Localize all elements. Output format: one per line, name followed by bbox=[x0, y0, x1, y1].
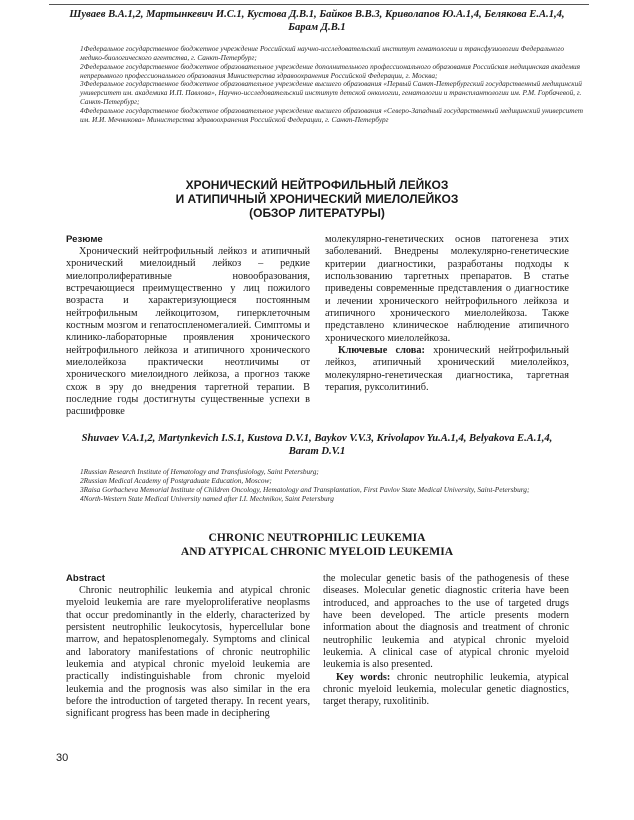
title-en-line2: AND ATYPICAL CHRONIC MYELOID LEUKEMIA bbox=[180, 544, 454, 558]
abstract-ru-text-1: Хронический нейтрофильный лейкоз и атипичный хронический миелоидный лейкоз – редкие миелопролиферативные новообразования, встречающиеся преимущественно у лиц пожилого возраста и характеризующиеся постоянным нейтрофильным лейкоцитозом, гиперклеточным костным мозгом и гепатоспленомегалией. Симптомы и клинико-лабораторные проявления хронического нейтрофильного лейкоза и атипичного хронического миелолейкоза практически неотличимы от хронического миелоидного лейкоза, а прогноз также схож в эру до внедрения таргетной терапии. В последние годы достигнуты существенные успехи в расшифровке bbox=[66, 246, 310, 418]
affiliation-en-3: 3Raisa Gorbacheva Memorial Institute of Children Oncology, Hematology and Transplantation, First Pavlov State Medical University, Saint-Petersburg; bbox=[80, 484, 530, 494]
keywords-en-text: chronic neutrophilic leukemia, atypical chronic myeloid leukemia, molecular genetic diagnostics, target therapy, ruxolitinib. bbox=[323, 671, 569, 708]
keywords-en bbox=[323, 672, 569, 709]
affiliation-ru-4: 4Федеральное государственное бюджетное образовательное учреждение высшего образования «Северо-Западный государственный медицинский университет им. И.И. Мечникова» Министерства здравоохранения Российской Федерации, г. Санкт-Петербург bbox=[80, 105, 583, 124]
abstract-ru-col2 bbox=[325, 234, 569, 394]
keywords-ru-label: Ключевые слова: bbox=[338, 345, 425, 357]
authors-ru-line2: Барам Д.В.1 bbox=[288, 21, 346, 33]
abstract-en-col2 bbox=[323, 573, 569, 709]
affiliations-ru bbox=[80, 45, 585, 125]
abstract-heading-en: Abstract bbox=[66, 573, 105, 584]
abstract-heading-ru: Резюме bbox=[66, 234, 103, 245]
title-en-line1: CHRONIC NEUTROPHILIC LEUKEMIA bbox=[208, 531, 426, 544]
authors-ru-line1: Шуваев В.А.1,2, Мартынкевич И.С.1, Кустова Д.В.1, Байков В.В.3, Криволапов Ю.А.1,4, Белякова Е.А.1,4, bbox=[69, 9, 565, 20]
affiliation-en-4: 4North-Western State Medical University named after I.I. Mechnikov, Saint Petersburg bbox=[80, 493, 334, 503]
title-ru bbox=[40, 179, 594, 220]
title-en bbox=[40, 531, 594, 559]
authors-en bbox=[40, 433, 594, 458]
affiliations-en bbox=[80, 468, 585, 503]
authors-ru bbox=[40, 9, 594, 34]
affiliation-ru-1: 1Федеральное государственное бюджетное учреждение Российский научно-исследовательский институт гематологии и трансфузиологии Федерального медико-биологического агентства, г. Санкт-Петербург; bbox=[80, 44, 565, 62]
page-number: 30 bbox=[56, 752, 69, 764]
affiliation-ru-3: 3Федеральное государственное бюджетное образовательное учреждение высшего образования «Первый Санкт-Петербургский государственный медицинский университет им. академика И.П. Павлова», Научно-исследовательский институт детской онкологии, гематологии и трансплантологии им. Р.М. Горбачевой, г. Санкт-Петербург; bbox=[80, 79, 582, 107]
keywords-ru bbox=[325, 345, 569, 394]
keywords-en-label: Key words: bbox=[336, 671, 391, 683]
title-ru-line3: (ОБЗОР ЛИТЕРАТУРЫ) bbox=[249, 205, 385, 220]
abstract-en-col1 bbox=[66, 585, 310, 721]
affiliation-ru-2: 2Федеральное государственное бюджетное образовательное учреждение дополнительного профессионального образования Российская медицинская академия непрерывного профессионального образования Министерства здравоохранения Российской Федерации, г. Москва; bbox=[80, 61, 581, 80]
authors-en-line1: Shuvaev V.A.1,2, Martynkevich I.S.1, Kustova D.V.1, Baykov V.V.3, Krivolapov Yu.A.1,4, Belyakova E.A.1,4, bbox=[81, 433, 553, 444]
title-ru-line2: И АТИПИЧНЫЙ ХРОНИЧЕСКИЙ МИЕЛОЛЕЙКОЗ bbox=[175, 191, 459, 206]
affiliation-en-1: 1Russian Research Institute of Hematology and Transfusiology, Saint Petersburg; bbox=[80, 467, 319, 476]
top-rule bbox=[49, 4, 589, 5]
authors-en-line2: Baram D.V.1 bbox=[288, 445, 346, 457]
abstract-ru-text-2: молекулярно-генетических основ патогенеза этих заболеваний. Внедрены молекулярно-генетические критерии диагностики, разработаны подходы к использованию таргетных препаратов. В статье приведены современные представления о диагностике и лечении хронического нейтрофильного лейкоза и атипичного хронического миелолейкоза. Также представлено клиническое наблюдение атипичного хронического миелолейкоза. bbox=[325, 234, 569, 344]
keywords-ru-text: хронический нейтрофильный лейкоз, атипичный хронический миелолейкоз, молекулярно-генетическая диагностика, таргетная терапия, руксолитиниб. bbox=[325, 345, 570, 394]
abstract-en-text-1: Chronic neutrophilic leukemia and atypical chronic myeloid leukemia are rare myeloproliferative neoplasms that occur predominantly in the elderly, characterized by persistent neutrophilic leukocytosis, hypercellular bone marrow, and hepatosplenomegaly. Symptoms and clinical and laboratory manifestations of chronic neutrophilic leukemia and atypical chronic myeloid leukemia are practically indistinguishable from chronic myeloid leukemia and the prognosis was also similar in the era before the introduction of targeted therapy. In recent years, significant progress has been made in deciphering bbox=[66, 585, 310, 720]
title-ru-line1: ХРОНИЧЕСКИЙ НЕЙТРОФИЛЬНЫЙ ЛЕЙКОЗ bbox=[185, 178, 449, 192]
abstract-ru-col1 bbox=[66, 246, 310, 419]
abstract-en-text-2: the molecular genetic basis of the pathogenesis of these diseases. Molecular genetic diagnostic criteria have been introduced, and approaches to the use of targeted drugs have been developed. The article presents modern information about the diagnosis and treatment of chronic neutrophilic leukemia and atypical chronic myeloid leukemia. A clinical case of atypical chronic myeloid leukemia is also presented. bbox=[323, 573, 569, 671]
affiliation-en-2: 2Russian Medical Academy of Postgraduate Education, Moscow; bbox=[80, 475, 272, 485]
